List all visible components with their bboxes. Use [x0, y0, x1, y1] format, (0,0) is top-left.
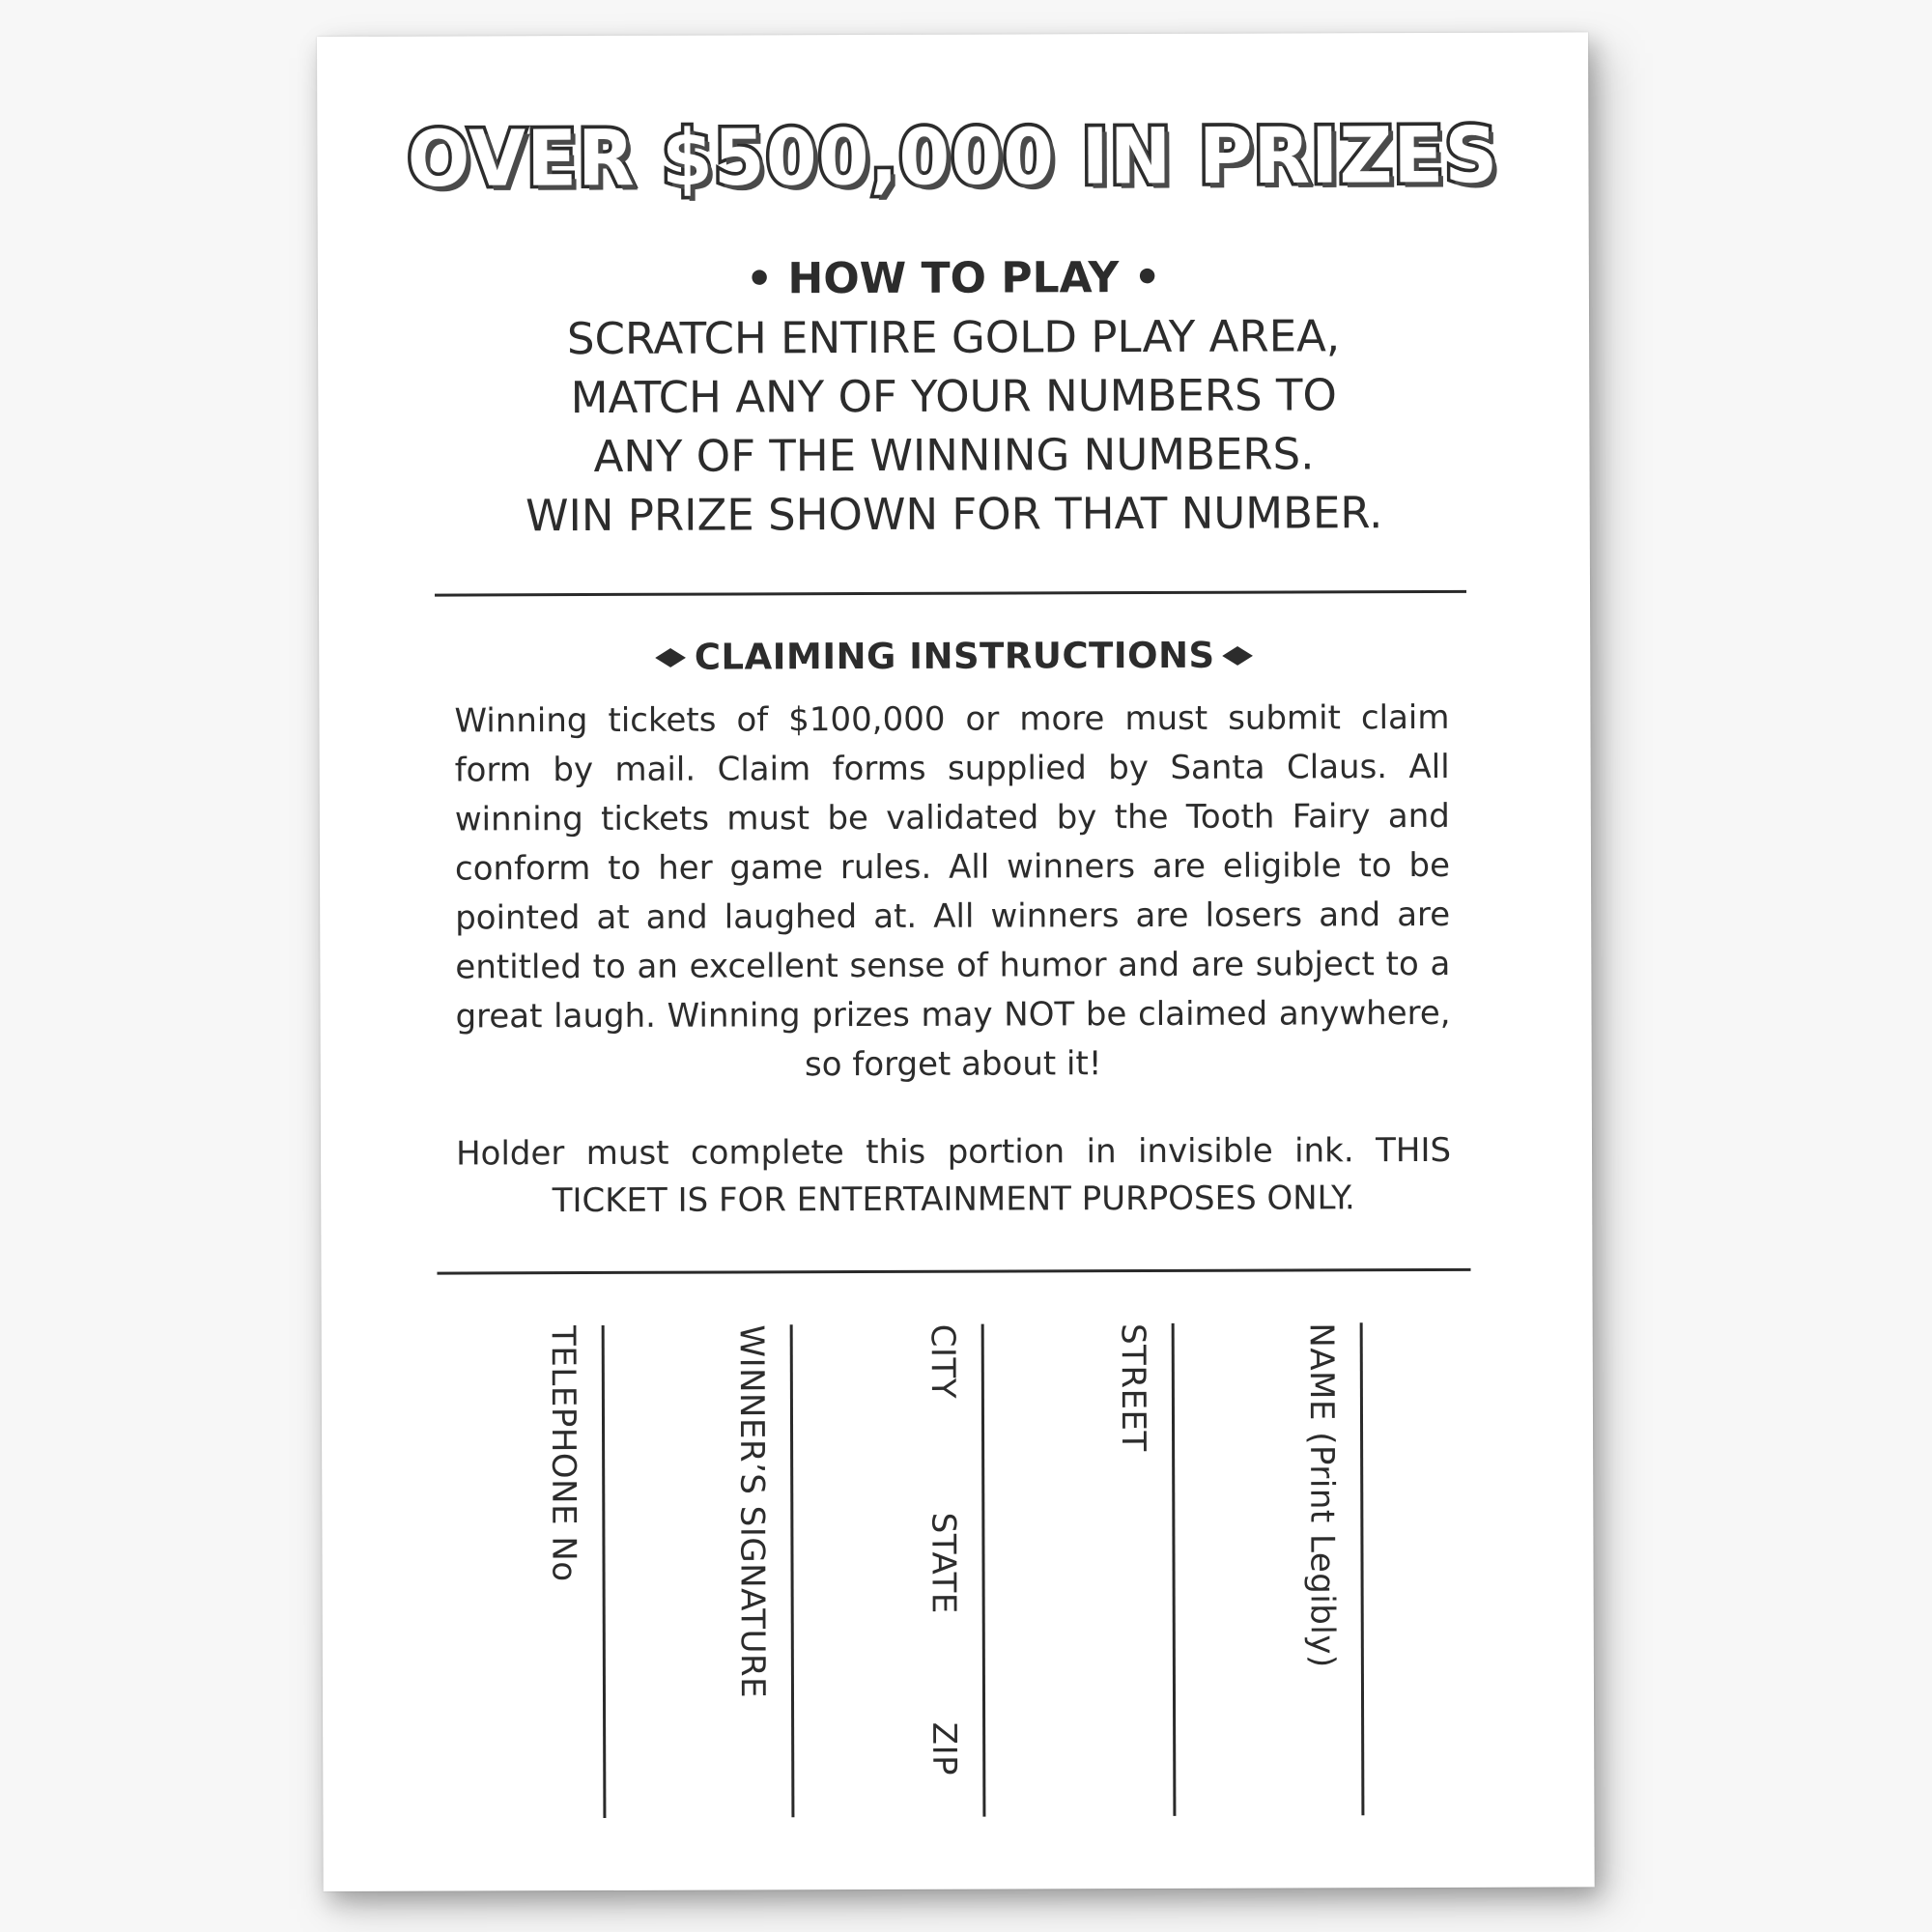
- street-label: STREET: [1113, 1322, 1153, 1452]
- signature-field[interactable]: [732, 1324, 927, 1818]
- claiming-instructions-title: CLAIMING INSTRUCTIONS: [694, 634, 1215, 678]
- zip-label: ZIP: [924, 1721, 964, 1776]
- how-to-play-line: SCRATCH ENTIRE GOLD PLAY AREA,: [566, 310, 1341, 365]
- telephone-line: [602, 1325, 607, 1818]
- how-to-play-section: [318, 246, 1590, 546]
- how-to-play-line: MATCH ANY OF YOUR NUMBERS TO: [570, 369, 1337, 424]
- claiming-instructions-heading: [319, 633, 1590, 679]
- prizes-headline: OVER $500,000 IN PRIZES: [407, 109, 1499, 204]
- diamond-icon: ◆: [1222, 639, 1255, 669]
- name-line: [1360, 1322, 1365, 1815]
- how-to-play-line: WIN PRIZE SHOWN FOR THAT NUMBER.: [526, 487, 1383, 542]
- scratch-ticket-back: [317, 32, 1595, 1891]
- state-label: STATE: [923, 1512, 963, 1614]
- claiming-instructions-text: Winning tickets of $100,000 or more must submit claim form by mail. Claim forms supplied by Santa Claus. All winning tickets must be validated by the Tooth Fairy and conform to her game rules. All winners are eligible to be pointed at and laughed at. All winners are losers and are entitled to an excellent sense of humor and are subject to a great laugh. Winning prizes may NOT be claimed anywhere, so forget about it!: [454, 697, 1451, 1085]
- name-label: NAME (Print Legibly): [1301, 1322, 1342, 1668]
- diamond-icon: ◆: [655, 641, 688, 671]
- street-field[interactable]: [1114, 1322, 1309, 1816]
- street-line: [1172, 1323, 1177, 1816]
- telephone-label: TELEPHONE No: [543, 1325, 583, 1582]
- how-to-play-line: ANY OF THE WINNING NUMBERS.: [593, 428, 1315, 483]
- name-field[interactable]: [1302, 1322, 1497, 1816]
- holder-note: Holder must complete this portion in invisible ink. THIS TICKET IS FOR ENTERTAINMENT PURPOSES ONLY.: [455, 1130, 1452, 1221]
- divider: [435, 590, 1466, 597]
- telephone-field[interactable]: [544, 1324, 739, 1818]
- divider: [437, 1268, 1470, 1275]
- how-to-play-title: • HOW TO PLAY •: [745, 252, 1161, 304]
- city-state-zip-field[interactable]: [923, 1323, 1119, 1817]
- city-label: CITY: [923, 1323, 962, 1400]
- signature-label: WINNER’S SIGNATURE: [731, 1324, 773, 1699]
- signature-line: [790, 1324, 795, 1817]
- city-line: [981, 1324, 986, 1817]
